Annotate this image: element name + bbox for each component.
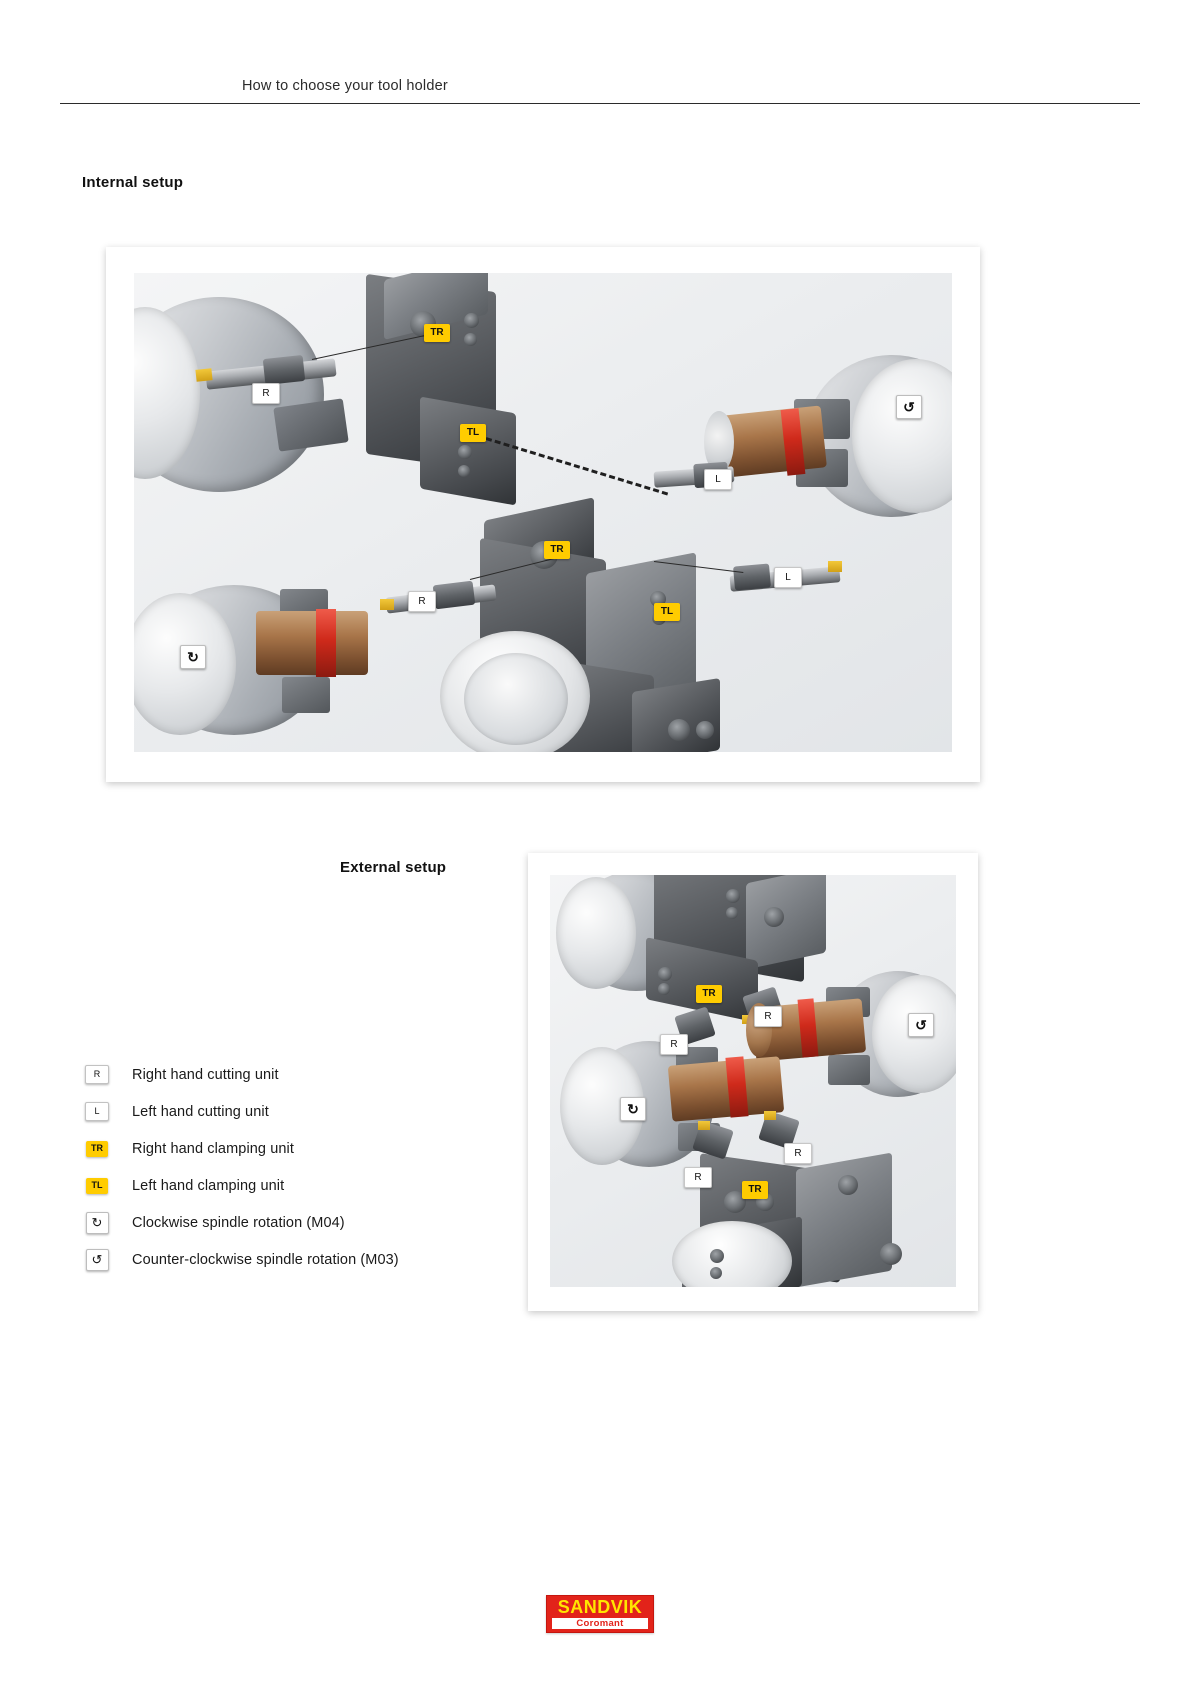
tag-label: ↻ bbox=[187, 649, 199, 665]
turret-upper-hole-3 bbox=[464, 333, 477, 346]
ext-hole-top-2 bbox=[726, 907, 738, 919]
symbol-text: ↺ bbox=[91, 1252, 103, 1267]
turret-lower-hole-1 bbox=[668, 719, 690, 741]
ext-hole-top-1 bbox=[726, 889, 740, 903]
ext-insert-lower-2 bbox=[764, 1111, 776, 1120]
ext-tag-r-3 bbox=[784, 1143, 812, 1164]
sandvik-coromant-logo bbox=[546, 1595, 654, 1633]
legend-label: Left hand clamping unit bbox=[132, 1177, 285, 1194]
legend-label: Clockwise spindle rotation (M04) bbox=[132, 1214, 345, 1231]
legend-item-left-clamping bbox=[82, 1167, 502, 1204]
tag-rotation-upper-right bbox=[896, 395, 922, 419]
insert-lower-left bbox=[380, 599, 394, 610]
ext-hole-top-4 bbox=[658, 967, 672, 981]
left-hand-cutting-icon bbox=[85, 1102, 109, 1121]
tag-l-upper-right bbox=[704, 469, 732, 490]
tag-label: TR bbox=[550, 544, 564, 555]
legend-item-counter-clockwise bbox=[82, 1241, 502, 1278]
ext-hole-bottom-5 bbox=[710, 1249, 724, 1263]
ext-hole-top-3 bbox=[764, 907, 784, 927]
legend-item-clockwise bbox=[82, 1204, 502, 1241]
ext-insert-lower-1 bbox=[698, 1121, 710, 1130]
legend bbox=[82, 1056, 502, 1278]
tag-label: L bbox=[715, 473, 721, 485]
symbol-text: R bbox=[93, 1069, 101, 1079]
symbol-text: ↻ bbox=[91, 1215, 103, 1230]
legend-label: Left hand cutting unit bbox=[132, 1103, 269, 1120]
clockwise-rotation-icon bbox=[86, 1212, 109, 1234]
legend-symbol-wrap bbox=[82, 1175, 112, 1197]
tag-label: R bbox=[262, 387, 270, 399]
workpiece-lower-left bbox=[256, 611, 368, 675]
ext-turret-top-right bbox=[746, 875, 826, 970]
tag-tl-upper bbox=[460, 424, 486, 442]
legend-symbol-wrap bbox=[82, 1249, 112, 1271]
header-title: How to choose your tool holder bbox=[242, 78, 448, 94]
turret-lower-right-block bbox=[632, 678, 720, 752]
insert-upper-left bbox=[195, 368, 212, 382]
ext-chuck-top-left-face bbox=[556, 877, 636, 989]
tag-label: TR bbox=[430, 327, 444, 338]
external-setup-image bbox=[550, 875, 956, 1287]
ext-tag-rotation-left bbox=[620, 1097, 646, 1121]
ext-tag-rotation-right bbox=[908, 1013, 934, 1037]
tag-r-lower-left bbox=[408, 591, 436, 612]
tag-label: TR bbox=[702, 988, 716, 999]
ext-tag-r-4 bbox=[684, 1167, 712, 1188]
legend-label: Right hand clamping unit bbox=[132, 1140, 294, 1157]
tag-label: R bbox=[764, 1010, 772, 1022]
tag-label: TL bbox=[466, 427, 480, 438]
index-dial-inner bbox=[464, 653, 568, 745]
section-title-internal: Internal setup bbox=[82, 174, 184, 191]
tag-tl-lower bbox=[654, 603, 680, 621]
tag-rotation-lower-left bbox=[180, 645, 206, 669]
tag-label: ↻ bbox=[627, 1101, 639, 1117]
tag-tr-middle bbox=[544, 541, 570, 559]
turret-lower-hole-2 bbox=[696, 721, 714, 739]
right-hand-cutting-icon bbox=[85, 1065, 109, 1084]
page-header bbox=[60, 78, 1140, 94]
tag-label: TR bbox=[748, 1184, 762, 1195]
insert-lower-right bbox=[828, 561, 842, 572]
ext-hole-bottom-3 bbox=[838, 1175, 858, 1195]
tag-label: ↺ bbox=[903, 399, 915, 415]
chuck-lower-left-jaw-2 bbox=[282, 677, 330, 713]
tag-label: ↺ bbox=[915, 1017, 927, 1033]
symbol-text: TR bbox=[91, 1143, 103, 1153]
ext-hole-bottom-4 bbox=[880, 1243, 902, 1265]
internal-setup-image bbox=[134, 273, 952, 752]
section-title-external: External setup bbox=[340, 859, 447, 876]
symbol-text: TL bbox=[91, 1180, 103, 1190]
logo-brand-text: SANDVIK bbox=[557, 1597, 643, 1617]
ext-tag-tr-bottom bbox=[742, 1181, 768, 1199]
legend-symbol-wrap bbox=[82, 1138, 112, 1160]
tag-label: R bbox=[670, 1038, 678, 1050]
legend-symbol-wrap bbox=[82, 1101, 112, 1123]
legend-symbol-wrap bbox=[82, 1064, 112, 1086]
legend-item-right-clamping bbox=[82, 1130, 502, 1167]
header-divider bbox=[60, 103, 1140, 104]
tag-label: TL bbox=[660, 606, 674, 617]
ext-hole-top-5 bbox=[658, 983, 670, 995]
turret-upper-hole-5 bbox=[458, 465, 470, 477]
legend-label: Counter-clockwise spindle rotation (M03) bbox=[132, 1251, 399, 1268]
tag-label: L bbox=[785, 571, 791, 583]
legend-item-left-cutting bbox=[82, 1093, 502, 1130]
legend-symbol-wrap bbox=[82, 1212, 112, 1234]
legend-label: Right hand cutting unit bbox=[132, 1066, 279, 1083]
tag-l-lower-right bbox=[774, 567, 802, 588]
counter-clockwise-rotation-icon bbox=[86, 1249, 109, 1271]
ext-tag-tr-top bbox=[696, 985, 722, 1003]
tag-label: R bbox=[694, 1171, 702, 1183]
ext-hole-bottom-6 bbox=[710, 1267, 722, 1279]
tag-tr-upper bbox=[424, 324, 450, 342]
left-hand-clamping-icon bbox=[86, 1178, 108, 1194]
turret-upper-hole-4 bbox=[458, 445, 472, 459]
ext-chuck-right-jaw-2 bbox=[828, 1055, 870, 1085]
boring-bar-lower-right-shank bbox=[733, 563, 771, 590]
chuck-upper-left-jaw bbox=[273, 398, 348, 451]
tag-label: R bbox=[794, 1147, 802, 1159]
ext-tag-r-1 bbox=[754, 1006, 782, 1027]
ext-tag-r-2 bbox=[660, 1034, 688, 1055]
boring-bar-lower-left-shank bbox=[433, 581, 476, 610]
logo-sub-brand-text: Coromant bbox=[552, 1618, 648, 1629]
ext-turret-bottom-right bbox=[796, 1153, 892, 1287]
tag-label: R bbox=[418, 595, 426, 607]
tag-r-upper-left bbox=[252, 383, 280, 404]
right-hand-clamping-icon bbox=[86, 1141, 108, 1157]
external-setup-figure bbox=[528, 853, 978, 1311]
turret-upper-hole-2 bbox=[464, 313, 479, 328]
legend-item-right-cutting bbox=[82, 1056, 502, 1093]
boring-bar-upper-left-shank bbox=[263, 355, 305, 385]
internal-setup-figure bbox=[106, 247, 980, 782]
symbol-text: L bbox=[94, 1106, 100, 1116]
workpiece-lower-left-band bbox=[316, 609, 336, 677]
